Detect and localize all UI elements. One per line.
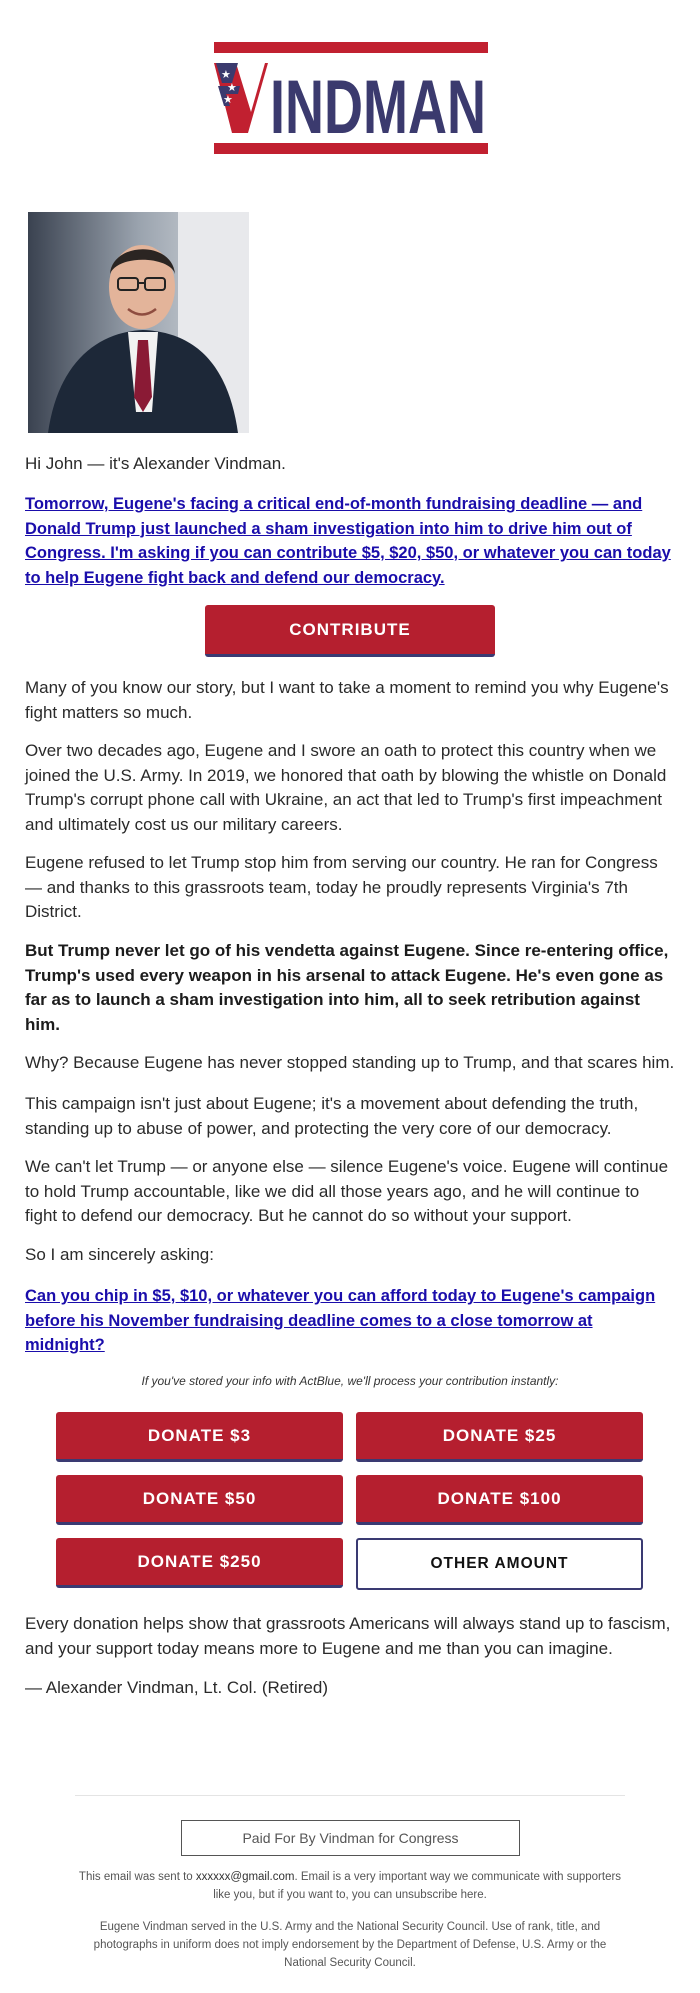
donate-250-label: DONATE $250	[137, 1551, 262, 1571]
portrait-photo	[28, 212, 249, 433]
donate-50-label: DONATE $50	[142, 1488, 257, 1508]
donate-3-label: DONATE $3	[147, 1425, 252, 1445]
footer-disclaimer-text: Eugene Vindman served in the U.S. Army and the National Security Council. Use of rank, title, and photographs in uniform does not imply endorsement by the Department of Defense, U.S. Army or the National Security Council.	[93, 1921, 607, 1969]
donate-25-button[interactable]	[356, 1412, 643, 1462]
donate-25-label: DONATE $25	[442, 1425, 557, 1445]
lead-paragraph	[25, 492, 675, 590]
ask-donate-link[interactable]: Can you chip in $5, $10, or whatever you can afford today to Eugene's campaign before his November fundraising deadline comes to a close tomorrow at midnight?	[25, 1287, 656, 1354]
footer-email: xxxxxx@gmail.com	[195, 1871, 295, 1883]
donate-3-button[interactable]	[56, 1412, 343, 1462]
footer-disclaimer	[75, 1918, 625, 1972]
paid-for-text: Paid For By Vindman for Congress	[242, 1830, 459, 1846]
paragraph-why: Why? Because Eugene has never stopped standing up to Trump, and that scares him.	[25, 1053, 675, 1072]
paragraph-story: Many of you know our story, but I want to take a moment to remind you why Eugene's fight matters so much.	[25, 678, 669, 722]
footer-email-notice	[75, 1868, 625, 1904]
paid-for-box	[181, 1820, 520, 1856]
signature: — Alexander Vindman, Lt. Col. (Retired)	[25, 1678, 328, 1697]
unsubscribe-link[interactable]: unsubscribe here	[395, 1889, 484, 1901]
contribute-button[interactable]	[205, 605, 495, 657]
paragraph-closing: Every donation helps show that grassroots Americans will always stand up to fascism, and your support today means more to Eugene and me than you can imagine.	[25, 1614, 671, 1658]
donate-100-button[interactable]	[356, 1475, 643, 1525]
footer-period: .	[483, 1889, 487, 1901]
donate-250-button[interactable]	[56, 1538, 343, 1588]
vindman-logo	[214, 42, 488, 154]
paragraph-support: We can't let Trump — or anyone else — silence Eugene's voice. Eugene will continue to hold Trump accountable, like we did all those years ago, and he will continue to fight to defend our democracy. But he cannot do so without your support.	[25, 1157, 669, 1225]
other-amount-button[interactable]	[356, 1538, 643, 1590]
paragraph-asking: So I am sincerely asking:	[25, 1245, 214, 1264]
svg-text:★: ★	[223, 93, 233, 106]
donate-100-label: DONATE $100	[437, 1488, 562, 1508]
logo-wordmark: INDMAN	[270, 65, 486, 150]
svg-text:★: ★	[221, 68, 231, 81]
contribute-button-label: CONTRIBUTE	[289, 619, 411, 639]
footer-sent-to: This email was sent to	[78, 1871, 196, 1883]
paragraph-movement: This campaign isn't just about Eugene; it's a movement about defending the truth, standing up to abuse of power, and protecting the very core of our democracy.	[25, 1094, 639, 1138]
footer-sent-to-suffix: . Email is a very important way we communicate with supporters like you, but if you want to, you can	[213, 1871, 622, 1901]
ask-paragraph	[25, 1284, 675, 1358]
other-amount-label: OTHER AMOUNT	[430, 1555, 569, 1572]
greeting: Hi John — it's Alexander Vindman.	[25, 454, 286, 473]
footer-divider	[75, 1795, 625, 1796]
lead-donate-link[interactable]: Tomorrow, Eugene's facing a critical end-of-month fundraising deadline — and Donald Trump just launched a sham investigation into him to drive him out of Congress. I'm asking if you can contribute $5, $20, $50, or whatever you can today to help Eugene fight back and defend our democracy.	[25, 495, 671, 587]
paragraph-congress: Eugene refused to let Trump stop him from serving our country. He ran for Congress — and thanks to this grassroots team, today he proudly represents Virginia's 7th District.	[25, 853, 658, 921]
donate-50-button[interactable]	[56, 1475, 343, 1525]
actblue-note: If you've stored your info with ActBlue, we'll process your contribution instantly:	[141, 1374, 559, 1388]
svg-text:★: ★	[227, 81, 237, 94]
paragraph-vendetta: But Trump never let go of his vendetta against Eugene. Since re-entering office, Trump's used every weapon in his arsenal to attack Eugene. He's even gone as far as to launch a sham investigation into him, all to seek retribution against him.	[25, 941, 669, 1034]
paragraph-oath: Over two decades ago, Eugene and I swore an oath to protect this country when we joined the U.S. Army. In 2019, we honored that oath by blowing the whistle on Donald Trump's corrupt phone call with Ukraine, an act that led to Trump's first impeachment and ultimately cost us our military careers.	[25, 741, 667, 834]
